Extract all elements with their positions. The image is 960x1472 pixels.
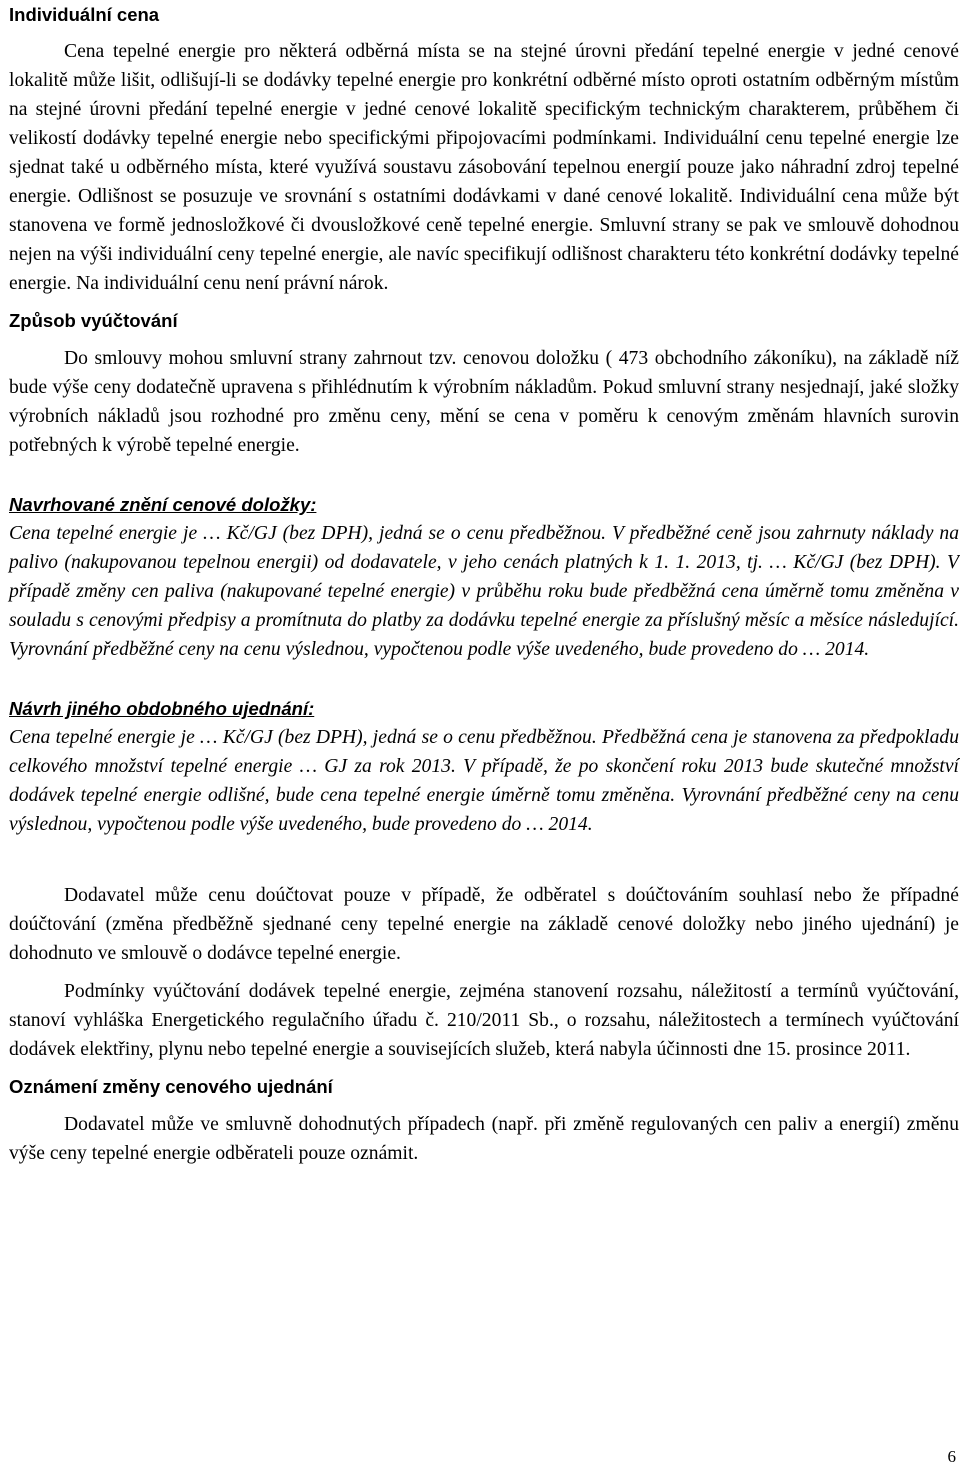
heading-oznameni-zmeny: Oznámení změny cenového ujednání (9, 1076, 333, 1097)
heading-zpusob-vyuctovani: Způsob vyúčtování (9, 310, 178, 331)
document-page (9, 0, 959, 1168)
paragraph-individualni-cena: Cena tepelné energie pro některá odběrná místa se na stejné úrovni předání tepelné energie v jedné cenové lokalitě může lišit, odlišují-li se dodávky tepelné energie pro konkrétní odběrné místo oproti ostatním odběrným místům na stejné úrovni předání tepelné energie v jedné cenové lokalitě specifickým technickým charakterem, průběhem či velikostí dodávky tepelné energie nebo specifickými připojovacími podmínkami. Individuální cenu tepelné energie lze sjednat také u odběrného místa, které využívá soustavu zásobování tepelnou energií pouze jako náhradní zdroj tepelné energie. Odlišnost se posuzuje ve srovnání s ostatními dodávkami v dané cenové lokalitě. Individuální cena může být stanovena ve formě jednosložkové či dvousložkové ceně tepelné energie. Smluvní strany se pak ve smlouvě dohodnou nejen na výši individuální ceny tepelné energie, ale navíc specifikují odlišnost charakteru této konkrétní dodávky tepelné energie. Na individuální cenu není právní nárok. (9, 41, 959, 294)
paragraph-podminky-vyuctovani: Podmínky vyúčtování dodávek tepelné energie, zejména stanovení rozsahu, náležitostí a termínů vyúčtování, stanoví vyhláška Energetického regulačního úřadu č. 210/2011 Sb., o rozsahu, náležitostech a termínech vyúčtování dodávek elektřiny, plynu nebo tepelné energie a souvisejících služeb, která nabyla účinnosti dne 15. prosince 2011. (9, 981, 959, 1060)
heading-individualni-cena: Individuální cena (9, 4, 160, 25)
paragraph-navrh-jineho: Cena tepelné energie je … Kč/GJ (bez DPH), jedná se o cenu předběžnou. Předběžná cena je stanovena za předpokladu celkového množství tepelné energie … GJ za rok 2013. V případě, že po skončení roku 2013 bude skutečné množství dodávek tepelné energie odlišné, bude cena tepelné energie úměrně tomu změněna. Vyrovnání předběžné ceny na cenu výslednou, vypočtenou podle výše uvedeného, bude provedeno do … 2014. (9, 727, 959, 835)
paragraph-oznameni-zmeny: Dodavatel může ve smluvně dohodnutých případech (např. při změně regulovaných cen paliv a energií) změnu výše ceny tepelné energie odběrateli pouze oznámit. (9, 1114, 959, 1164)
heading-navrhovane-zneni: Navrhované znění cenové doložky: (9, 494, 317, 515)
paragraph-doucovani: Dodavatel může cenu doúčtovat pouze v případě, že odběratel s doúčtováním souhlasí nebo že případné doúčtování (změna předběžně sjednané ceny tepelné energie na základě cenové doložky nebo jiného ujednání) je dohodnuto ve smlouvě o dodávce tepelné energie. (9, 885, 959, 964)
page-number: 6 (947, 1447, 956, 1466)
heading-navrh-jineho: Návrh jiného obdobného ujednání: (9, 698, 315, 719)
paragraph-zpusob-vyuctovani: Do smlouvy mohou smluvní strany zahrnout tzv. cenovou doložku ( 473 obchodního zákoníku), na základě níž bude výše ceny dodatečně upravena s přihlédnutím k výrobním nákladům. Pokud smluvní strany nesjednají, jaké složky výrobních nákladů jsou rozhodné pro změnu ceny, mění se cena v poměru k cenovým změnám hlavních surovin potřebných k výrobě tepelné energie. (9, 348, 959, 456)
paragraph-navrhovane-zneni: Cena tepelné energie je … Kč/GJ (bez DPH), jedná se o cenu předběžnou. V předběžné ceně jsou zahrnuty náklady na palivo (nakupovanou tepelnou energii) od dodavatele, v jeho cenách platných k 1. 1. 2013, tj. … Kč/GJ (bez DPH). V případě změny cen paliva (nakupované tepelné energie) v průběhu roku bude předběžná cena úměrně tomu změněna v souladu s cenovými předpisy a promítnuta do platby za dodávku tepelné energie za příslušný měsíc a měsíce následující. Vyrovnání předběžné ceny na cenu výslednou, vypočtenou podle výše uvedeného, bude provedeno do … 2014. (9, 523, 959, 660)
